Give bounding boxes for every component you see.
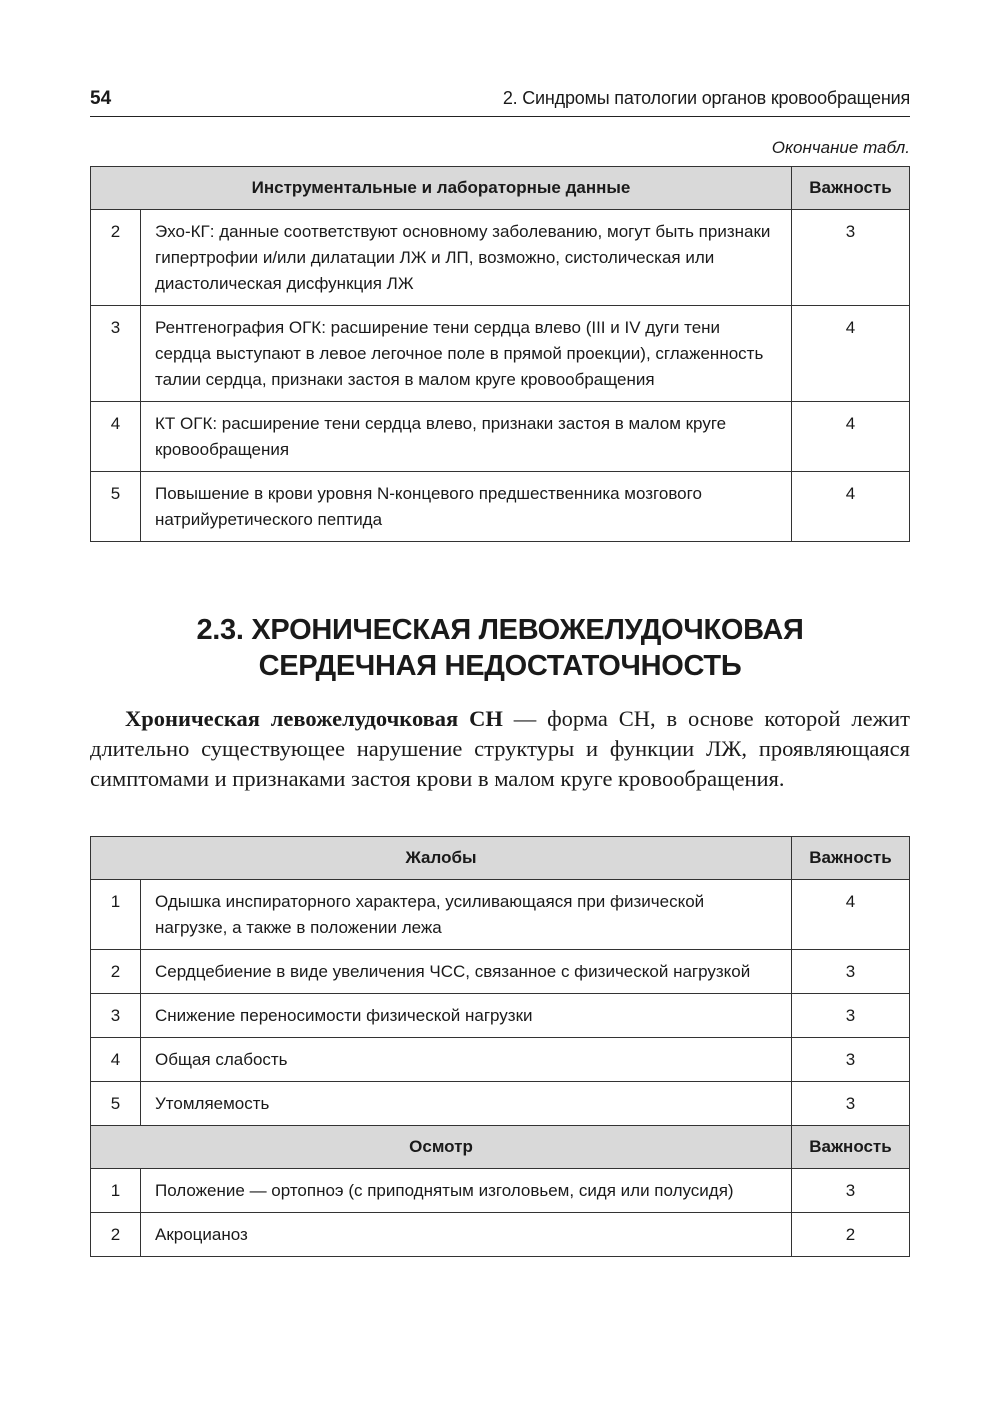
table-row [91, 210, 910, 306]
page-number: 54 [90, 88, 112, 109]
defined-term: Хроническая левожелудочковая СН [125, 706, 503, 731]
row-text: Рентгенография ОГК: расширение тени сердца влево (III и IV дуги тени сердца выступают в левое легочное поле в прямой проекции), сглаженность талии сердца, признаки застоя в малом круге кровообращения [141, 306, 792, 402]
table-row [91, 402, 910, 472]
row-number: 2 [91, 950, 141, 994]
importance-header: Важность [792, 167, 910, 210]
importance-header: Важность [792, 837, 910, 880]
row-text: Одышка инспираторного характера, усиливающаяся при физической нагрузке, а также в положении лежа [141, 880, 792, 950]
row-importance: 2 [792, 1213, 910, 1257]
row-number: 5 [91, 472, 141, 542]
section-heading-line: 2.3. ХРОНИЧЕСКАЯ ЛЕВОЖЕЛУДОЧКОВАЯ [196, 614, 804, 646]
row-importance: 4 [792, 472, 910, 542]
table-row [91, 306, 910, 402]
row-text: Сердцебиение в виде увеличения ЧСС, связанное с физической нагрузкой [141, 950, 792, 994]
row-importance: 4 [792, 402, 910, 472]
table-row [91, 1038, 910, 1082]
complaints-exam-table [90, 836, 910, 1257]
row-number: 3 [91, 306, 141, 402]
row-text: Эхо-КГ: данные соответствуют основному заболеванию, могут быть признаки гипертрофии и/или дилатации ЛЖ и ЛП, возможно, систолическая или диастолическая дисфункция ЛЖ [141, 210, 792, 306]
table-row [91, 1213, 910, 1257]
running-head [90, 86, 910, 117]
importance-header: Важность [792, 1126, 910, 1169]
table-row [91, 472, 910, 542]
row-number: 1 [91, 1169, 141, 1213]
row-text: Повышение в крови уровня N-концевого предшественника мозгового натрийуретического пептида [141, 472, 792, 542]
row-text: Общая слабость [141, 1038, 792, 1082]
row-importance: 3 [792, 210, 910, 306]
row-number: 2 [91, 210, 141, 306]
row-text: Утомляемость [141, 1082, 792, 1126]
complaints-header: Жалобы [91, 837, 792, 880]
table-header: Инструментальные и лабораторные данные [91, 167, 792, 210]
row-number: 5 [91, 1082, 141, 1126]
row-number: 2 [91, 1213, 141, 1257]
row-text: КТ ОГК: расширение тени сердца влево, признаки застоя в малом круге кровообращения [141, 402, 792, 472]
row-importance: 4 [792, 306, 910, 402]
row-number: 3 [91, 994, 141, 1038]
table-row [91, 1169, 910, 1213]
section-heading [90, 612, 910, 684]
row-text: Акроцианоз [141, 1213, 792, 1257]
table-row [91, 880, 910, 950]
row-number: 1 [91, 880, 141, 950]
row-importance: 4 [792, 880, 910, 950]
table-row [91, 950, 910, 994]
row-number: 4 [91, 402, 141, 472]
instrumental-lab-table [90, 166, 910, 542]
exam-header: Осмотр [91, 1126, 792, 1169]
definition-paragraph [90, 704, 910, 794]
definition-text: — форма СН, в основе которой лежит длительно существующее нарушение структуры и функции ЛЖ, проявляющаяся симптомами и признаками застоя крови в малом круге кровообращения. [90, 706, 910, 791]
row-importance: 3 [792, 994, 910, 1038]
section-heading-line: СЕРДЕЧНАЯ НЕДОСТАТОЧНОСТЬ [258, 650, 742, 682]
table-row [91, 994, 910, 1038]
row-text: Положение — ортопноэ (с приподнятым изголовьем, сидя или полусидя) [141, 1169, 792, 1213]
row-importance: 3 [792, 1038, 910, 1082]
row-text: Снижение переносимости физической нагрузки [141, 994, 792, 1038]
row-importance: 3 [792, 1169, 910, 1213]
chapter-title: 2. Синдромы патологии органов кровообращения [502, 88, 910, 108]
row-number: 4 [91, 1038, 141, 1082]
row-importance: 3 [792, 950, 910, 994]
table-continuation-caption: Окончание табл. [771, 138, 910, 157]
row-importance: 3 [792, 1082, 910, 1126]
table-row [91, 1082, 910, 1126]
